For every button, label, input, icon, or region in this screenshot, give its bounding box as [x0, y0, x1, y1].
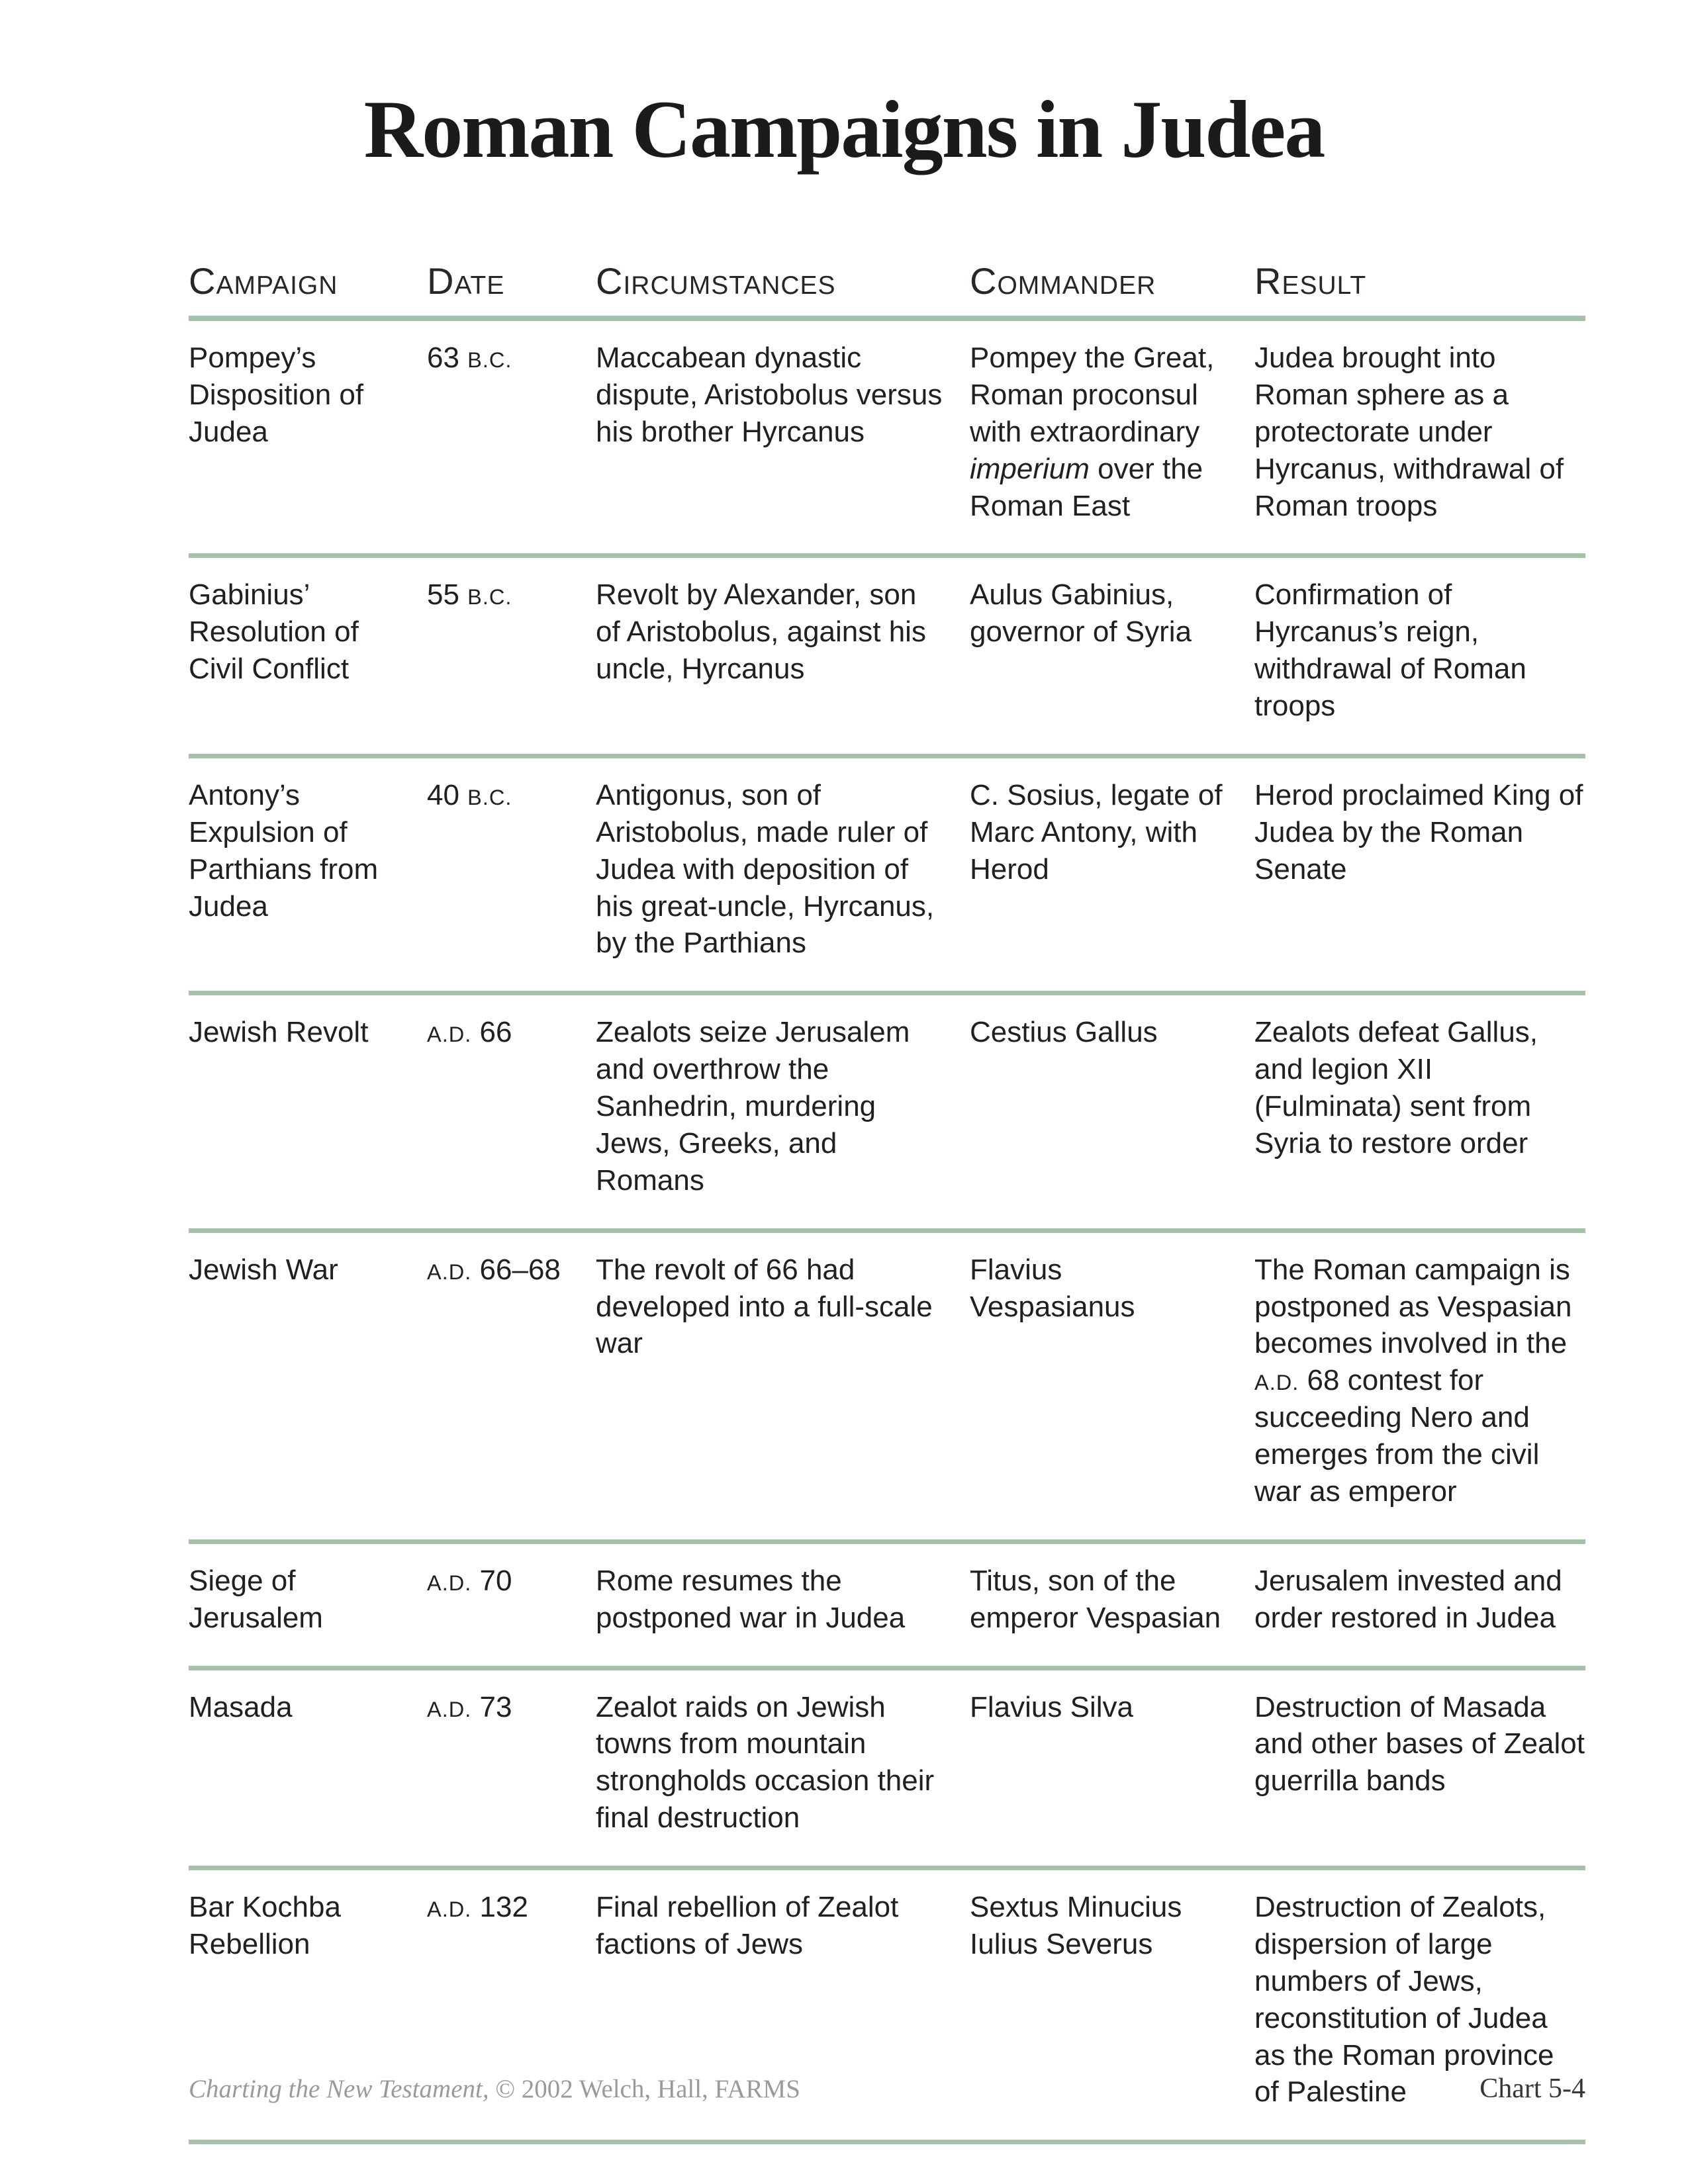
commander-cell	[970, 1668, 1254, 1868]
cell-text: over the Roman East	[970, 452, 1203, 522]
commander-cell	[970, 1541, 1254, 1668]
date-cell	[427, 1541, 596, 1668]
commander-cell	[970, 556, 1254, 756]
page-title: Roman Campaigns in Judea	[363, 84, 1325, 175]
cell-text: Gabinius’ Resolution of Civil Conflict	[189, 578, 359, 686]
cell-text: Judea brought into Roman sphere as a protectorate under Hyrcanus, withdrawal of Roman troops	[1254, 341, 1564, 522]
commander-cell	[970, 1230, 1254, 1541]
table-row	[189, 756, 1585, 993]
cell-text: C. Sosius, legate of Marc Antony, with Herod	[970, 778, 1223, 886]
date-cell	[427, 1668, 596, 1868]
cell-text: 68 contest for succeeding Nero and emerges from the civil war as emperor	[1254, 1364, 1540, 1508]
cell-text: Antigonus, son of Aristobolus, made ruler of Judea with deposition of his great-uncle, Hyrcanus, by the Parthians	[596, 778, 935, 960]
cell-text: Herod proclaimed King of Judea by the Roman Senate	[1254, 778, 1583, 886]
cell-text: Pompey the Great, Roman proconsul with extraordinary	[970, 341, 1215, 448]
era-text: A.D.	[1254, 1371, 1299, 1395]
circumstances-cell	[596, 1668, 970, 1868]
table-header-row	[189, 259, 1585, 318]
table-row	[189, 556, 1585, 756]
footer-credit-rest: © 2002 Welch, Hall, FARMS	[489, 2075, 800, 2103]
era-text: B.C.	[467, 348, 512, 372]
campaign-cell	[189, 1541, 427, 1668]
cell-text: Bar Kochba Rebellion	[189, 1891, 341, 1960]
cell-text: Siege of Jerusalem	[189, 1564, 323, 1634]
era-text: A.D.	[427, 1570, 472, 1595]
table-row	[189, 993, 1585, 1230]
table-row	[189, 318, 1585, 556]
footer-chart-label: Chart 5-4	[1479, 2073, 1585, 2104]
campaign-cell	[189, 318, 427, 556]
circumstances-cell	[596, 1541, 970, 1668]
cell-text: Destruction of Masada and other bases of Zealot guerrilla bands	[1254, 1690, 1585, 1797]
cell-text: Flavius Silva	[970, 1690, 1133, 1723]
page-footer	[189, 2073, 1585, 2105]
cell-text: Antony’s Expulsion of Parthians from Judea	[189, 778, 379, 923]
cell-text: Pompey’s Disposition of Judea	[189, 341, 364, 448]
table-row	[189, 1230, 1585, 1541]
cell-text: Titus, son of the emperor Vespasian	[970, 1564, 1221, 1634]
column-header-commander: Commander	[970, 259, 1254, 318]
table-body	[189, 318, 1585, 2142]
campaign-cell	[189, 1230, 427, 1541]
campaign-cell	[189, 756, 427, 993]
column-header-circumstances: Circumstances	[596, 259, 970, 318]
era-text: A.D.	[427, 1697, 472, 1721]
cell-text: Flavius Vespasianus	[970, 1253, 1135, 1323]
cell-text: Zealots defeat Gallus, and legion XII (Fulminata) sent from Syria to restore order	[1254, 1016, 1538, 1160]
table-row	[189, 1541, 1585, 1668]
result-cell	[1254, 318, 1585, 556]
result-cell	[1254, 1230, 1585, 1541]
cell-text: The revolt of 66 had developed into a full-scale war	[596, 1253, 933, 1360]
cell-text: Final rebellion of Zealot factions of Jews	[596, 1891, 899, 1960]
circumstances-cell	[596, 993, 970, 1230]
cell-text: 55	[427, 578, 468, 612]
footer-book-title: Charting the New Testament,	[189, 2075, 489, 2103]
era-text: A.D.	[427, 1897, 472, 1921]
date-cell	[427, 556, 596, 756]
cell-text: 66–68	[471, 1253, 561, 1286]
date-cell	[427, 1230, 596, 1541]
circumstances-cell	[596, 318, 970, 556]
cell-text: Jerusalem invested and order restored in Judea	[1254, 1564, 1562, 1634]
era-text: B.C.	[467, 785, 512, 809]
cell-text: 63	[427, 341, 468, 374]
campaign-cell	[189, 993, 427, 1230]
result-cell	[1254, 556, 1585, 756]
cell-text: Destruction of Zealots, dispersion of large numbers of Jews, reconstitution of Judea as the Roman province of Palestine	[1254, 1891, 1554, 2109]
cell-text: 66	[471, 1016, 512, 1049]
footer-credit	[189, 2074, 800, 2104]
cell-text: 70	[471, 1564, 512, 1597]
date-cell	[427, 318, 596, 556]
result-cell	[1254, 1541, 1585, 1668]
italic-text: imperium	[970, 452, 1090, 485]
date-cell	[427, 993, 596, 1230]
campaign-cell	[189, 1668, 427, 1868]
era-text: A.D.	[427, 1023, 472, 1047]
circumstances-cell	[596, 756, 970, 993]
commander-cell	[970, 756, 1254, 993]
column-header-date: Date	[427, 259, 596, 318]
cell-text: 40	[427, 778, 468, 811]
campaign-cell	[189, 556, 427, 756]
cell-text: Jewish War	[189, 1253, 338, 1286]
campaigns-table	[189, 259, 1585, 2144]
cell-text: Jewish Revolt	[189, 1016, 369, 1049]
era-text: B.C.	[467, 585, 512, 610]
commander-cell	[970, 318, 1254, 556]
date-cell	[427, 756, 596, 993]
result-cell	[1254, 1668, 1585, 1868]
cell-text: Aulus Gabinius, governor of Syria	[970, 578, 1192, 649]
era-text: A.D.	[427, 1259, 472, 1284]
circumstances-cell	[596, 1230, 970, 1541]
cell-text: Maccabean dynastic dispute, Aristobolus versus his brother Hyrcanus	[596, 341, 943, 448]
result-cell	[1254, 756, 1585, 993]
cell-text: The Roman campaign is postponed as Vespasian becomes involved in the	[1254, 1253, 1572, 1360]
circumstances-cell	[596, 556, 970, 756]
commander-cell	[970, 993, 1254, 1230]
cell-text: Zealots seize Jerusalem and overthrow the Sanhedrin, murdering Jews, Greeks, and Romans	[596, 1016, 910, 1197]
column-header-result: Result	[1254, 259, 1585, 318]
table-row	[189, 1668, 1585, 1868]
cell-text: Sextus Minucius Iulius Severus	[970, 1891, 1182, 1960]
cell-text: Zealot raids on Jewish towns from mountain strongholds occasion their final destruction	[596, 1690, 935, 1835]
column-header-campaign: Campaign	[189, 259, 427, 318]
cell-text: 73	[471, 1690, 512, 1723]
result-cell	[1254, 993, 1585, 1230]
cell-text: 132	[471, 1891, 528, 1923]
cell-text: Confirmation of Hyrcanus’s reign, withdrawal of Roman troops	[1254, 578, 1526, 722]
cell-text: Rome resumes the postponed war in Judea	[596, 1564, 906, 1634]
cell-text: Revolt by Alexander, son of Aristobolus, against his uncle, Hyrcanus	[596, 578, 926, 686]
cell-text: Masada	[189, 1690, 293, 1723]
cell-text: Cestius Gallus	[970, 1016, 1158, 1049]
